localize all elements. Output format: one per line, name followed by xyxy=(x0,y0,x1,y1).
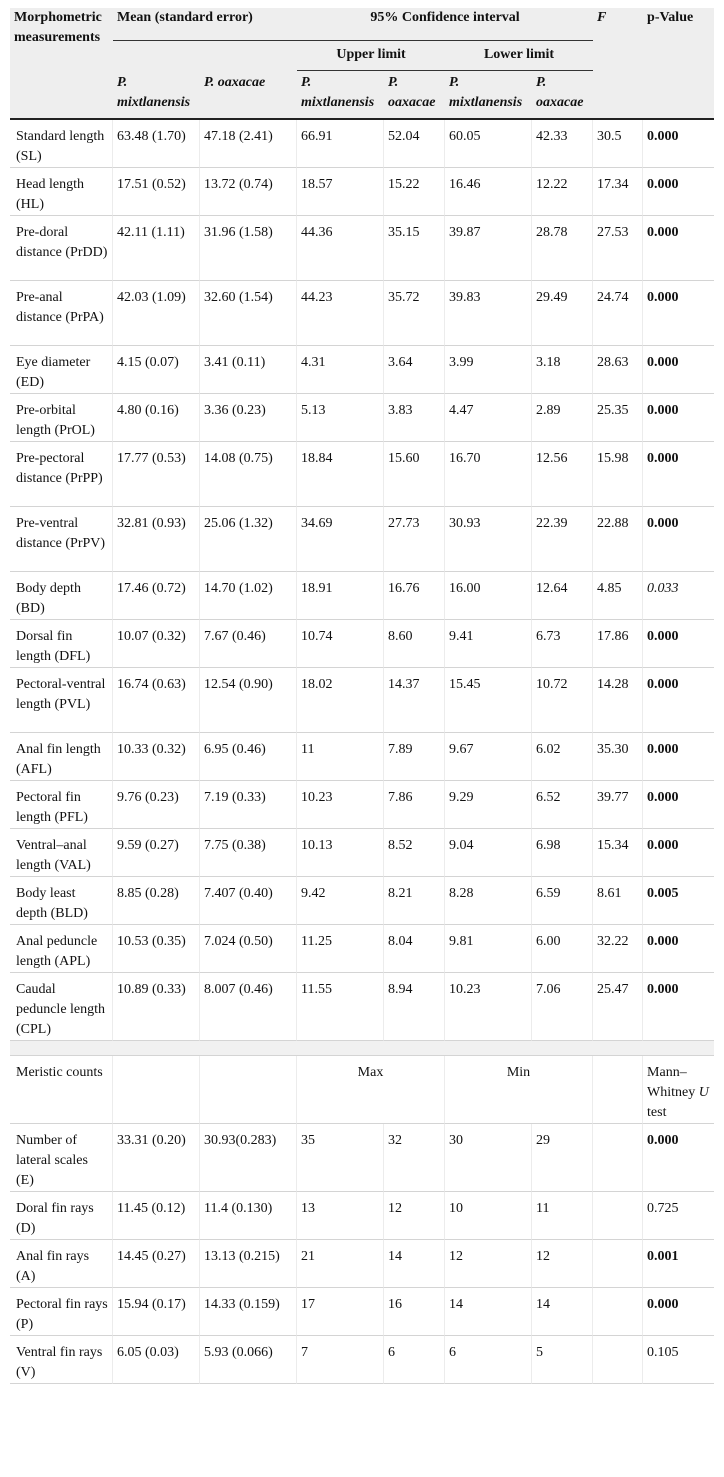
mean-sp1-cell: 14.45 (0.27) xyxy=(113,1240,200,1288)
header-upper-sp2: P. oaxacae xyxy=(384,71,445,120)
mean-sp2-cell: 14.70 (1.02) xyxy=(200,572,297,620)
max-sp2-cell: 6 xyxy=(384,1336,445,1384)
table-row xyxy=(10,394,714,442)
p-value-cell: 0.000 xyxy=(643,973,714,1041)
upper-sp1-cell: 18.02 xyxy=(297,668,384,733)
table-row xyxy=(10,1192,714,1240)
min-sp1-cell: 6 xyxy=(445,1336,532,1384)
mean-sp2-cell: 7.75 (0.38) xyxy=(200,829,297,877)
lower-sp1-cell: 30.93 xyxy=(445,507,532,572)
header-lower-sp1: P. mixtlanensis xyxy=(445,71,532,120)
max-sp1-cell: 7 xyxy=(297,1336,384,1384)
mean-sp1-cell: 33.31 (0.20) xyxy=(113,1124,200,1192)
row-label: Pre-ventral distance (PrPV) xyxy=(10,507,113,572)
upper-sp1-cell: 44.23 xyxy=(297,281,384,346)
header-mean-sp2: P. oaxacae xyxy=(200,71,297,120)
row-label: Pectoral fin rays (P) xyxy=(10,1288,113,1336)
f-cell: 15.98 xyxy=(593,442,643,507)
min-sp2-cell: 12 xyxy=(532,1240,593,1288)
p-value-cell: 0.000 xyxy=(643,216,714,281)
table-row xyxy=(10,1124,714,1192)
mean-sp2-cell: 14.08 (0.75) xyxy=(200,442,297,507)
meristic-header-empty xyxy=(113,1056,200,1124)
upper-sp1-cell: 66.91 xyxy=(297,120,384,168)
row-label: Pre-doral distance (PrDD) xyxy=(10,216,113,281)
meristic-header-label: Meristic counts xyxy=(10,1056,113,1124)
p-value-cell: 0.000 xyxy=(643,925,714,973)
f-cell: 17.86 xyxy=(593,620,643,668)
mean-sp2-cell: 7.19 (0.33) xyxy=(200,781,297,829)
lower-sp2-cell: 29.49 xyxy=(532,281,593,346)
p-value-cell: 0.000 xyxy=(643,442,714,507)
lower-sp1-cell: 9.81 xyxy=(445,925,532,973)
mean-sp2-cell: 13.72 (0.74) xyxy=(200,168,297,216)
lower-sp1-cell: 9.04 xyxy=(445,829,532,877)
table-row xyxy=(10,829,714,877)
lower-sp1-cell: 39.83 xyxy=(445,281,532,346)
upper-sp2-cell: 14.37 xyxy=(384,668,445,733)
lower-sp1-cell: 8.28 xyxy=(445,877,532,925)
p-value-cell: 0.033 xyxy=(643,572,714,620)
upper-sp1-cell: 11.25 xyxy=(297,925,384,973)
mean-sp2-cell: 14.33 (0.159) xyxy=(200,1288,297,1336)
upper-sp2-cell: 35.15 xyxy=(384,216,445,281)
upper-sp1-cell: 18.91 xyxy=(297,572,384,620)
f-cell: 25.47 xyxy=(593,973,643,1041)
lower-sp1-cell: 16.70 xyxy=(445,442,532,507)
row-label: Eye diameter (ED) xyxy=(10,346,113,394)
f-cell: 35.30 xyxy=(593,733,643,781)
f-cell: 32.22 xyxy=(593,925,643,973)
mean-sp1-cell: 8.85 (0.28) xyxy=(113,877,200,925)
upper-sp1-cell: 18.84 xyxy=(297,442,384,507)
lower-sp1-cell: 9.41 xyxy=(445,620,532,668)
min-sp1-cell: 14 xyxy=(445,1288,532,1336)
upper-sp1-cell: 10.74 xyxy=(297,620,384,668)
lower-sp2-cell: 12.64 xyxy=(532,572,593,620)
upper-sp2-cell: 8.60 xyxy=(384,620,445,668)
mean-sp2-cell: 30.93(0.283) xyxy=(200,1124,297,1192)
p-value-cell: 0.000 xyxy=(643,120,714,168)
table-row xyxy=(10,925,714,973)
p-value-cell: 0.000 xyxy=(643,829,714,877)
lower-sp1-cell: 16.46 xyxy=(445,168,532,216)
table-row xyxy=(10,668,714,733)
f-cell: 25.35 xyxy=(593,394,643,442)
table-row xyxy=(10,620,714,668)
header-upper-sp1: P. mixtlanensis xyxy=(297,71,384,120)
row-label: Anal fin rays (A) xyxy=(10,1240,113,1288)
lower-sp2-cell: 12.56 xyxy=(532,442,593,507)
f-cell: 24.74 xyxy=(593,281,643,346)
upper-sp2-cell: 35.72 xyxy=(384,281,445,346)
upper-sp1-cell: 4.31 xyxy=(297,346,384,394)
f-cell: 8.61 xyxy=(593,877,643,925)
p-value-cell: 0.005 xyxy=(643,877,714,925)
header-p-value: p-Value xyxy=(643,8,714,120)
upper-sp2-cell: 27.73 xyxy=(384,507,445,572)
mean-sp2-cell: 47.18 (2.41) xyxy=(200,120,297,168)
row-label: Pectoral fin length (PFL) xyxy=(10,781,113,829)
row-label: Pectoral-ventral length (PVL) xyxy=(10,668,113,733)
mean-sp2-cell: 32.60 (1.54) xyxy=(200,281,297,346)
row-label: Ventral–anal length (VAL) xyxy=(10,829,113,877)
p-value-cell: 0.000 xyxy=(643,733,714,781)
row-label: Standard length (SL) xyxy=(10,120,113,168)
upper-sp2-cell: 8.52 xyxy=(384,829,445,877)
f-empty-cell xyxy=(593,1124,643,1192)
upper-sp1-cell: 11.55 xyxy=(297,973,384,1041)
max-sp2-cell: 14 xyxy=(384,1240,445,1288)
mean-sp1-cell: 17.77 (0.53) xyxy=(113,442,200,507)
p-value-cell: 0.001 xyxy=(643,1240,714,1288)
lower-sp2-cell: 7.06 xyxy=(532,973,593,1041)
min-sp2-cell: 14 xyxy=(532,1288,593,1336)
max-sp1-cell: 13 xyxy=(297,1192,384,1240)
row-label: Pre-pectoral distance (PrPP) xyxy=(10,442,113,507)
table-row xyxy=(10,572,714,620)
mean-sp1-cell: 10.89 (0.33) xyxy=(113,973,200,1041)
row-label: Ventral fin rays (V) xyxy=(10,1336,113,1384)
section-divider-cell xyxy=(10,1041,714,1056)
min-sp2-cell: 29 xyxy=(532,1124,593,1192)
min-sp1-cell: 12 xyxy=(445,1240,532,1288)
mean-sp2-cell: 25.06 (1.32) xyxy=(200,507,297,572)
table-row xyxy=(10,781,714,829)
row-label: Doral fin rays (D) xyxy=(10,1192,113,1240)
min-sp2-cell: 11 xyxy=(532,1192,593,1240)
mean-sp2-cell: 5.93 (0.066) xyxy=(200,1336,297,1384)
mean-sp1-cell: 17.46 (0.72) xyxy=(113,572,200,620)
f-cell: 28.63 xyxy=(593,346,643,394)
lower-sp2-cell: 6.73 xyxy=(532,620,593,668)
p-value-cell: 0.000 xyxy=(643,394,714,442)
lower-sp2-cell: 22.39 xyxy=(532,507,593,572)
f-cell: 39.77 xyxy=(593,781,643,829)
header-f: F xyxy=(593,8,643,120)
upper-sp2-cell: 7.89 xyxy=(384,733,445,781)
header-mean-spacer xyxy=(113,41,297,71)
upper-sp2-cell: 16.76 xyxy=(384,572,445,620)
mean-sp2-cell: 11.4 (0.130) xyxy=(200,1192,297,1240)
lower-sp1-cell: 39.87 xyxy=(445,216,532,281)
header-mean-sp1: P. mixtlanensis xyxy=(113,71,200,120)
f-empty-cell xyxy=(593,1288,643,1336)
mean-sp2-cell: 3.41 (0.11) xyxy=(200,346,297,394)
lower-sp1-cell: 3.99 xyxy=(445,346,532,394)
lower-sp2-cell: 10.72 xyxy=(532,668,593,733)
p-value-cell: 0.000 xyxy=(643,1288,714,1336)
lower-sp2-cell: 6.98 xyxy=(532,829,593,877)
upper-sp2-cell: 7.86 xyxy=(384,781,445,829)
lower-sp2-cell: 6.00 xyxy=(532,925,593,973)
p-value-cell: 0.105 xyxy=(643,1336,714,1384)
lower-sp1-cell: 60.05 xyxy=(445,120,532,168)
lower-sp1-cell: 9.67 xyxy=(445,733,532,781)
row-label: Head length (HL) xyxy=(10,168,113,216)
row-label: Anal peduncle length (APL) xyxy=(10,925,113,973)
table-header xyxy=(10,8,714,120)
mean-sp1-cell: 17.51 (0.52) xyxy=(113,168,200,216)
row-label: Anal fin length (AFL) xyxy=(10,733,113,781)
row-label: Pre-orbital length (PrOL) xyxy=(10,394,113,442)
mean-sp1-cell: 15.94 (0.17) xyxy=(113,1288,200,1336)
f-cell: 17.34 xyxy=(593,168,643,216)
lower-sp2-cell: 3.18 xyxy=(532,346,593,394)
table-row xyxy=(10,1240,714,1288)
upper-sp1-cell: 9.42 xyxy=(297,877,384,925)
lower-sp1-cell: 10.23 xyxy=(445,973,532,1041)
meristic-header-empty xyxy=(200,1056,297,1124)
meristic-header-test: Mann–Whitney U test xyxy=(643,1056,714,1124)
table-row xyxy=(10,877,714,925)
max-sp1-cell: 35 xyxy=(297,1124,384,1192)
f-cell: 15.34 xyxy=(593,829,643,877)
p-value-cell: 0.000 xyxy=(643,1124,714,1192)
upper-sp2-cell: 3.64 xyxy=(384,346,445,394)
mean-sp1-cell: 11.45 (0.12) xyxy=(113,1192,200,1240)
mean-sp1-cell: 10.33 (0.32) xyxy=(113,733,200,781)
mean-sp2-cell: 3.36 (0.23) xyxy=(200,394,297,442)
mean-sp2-cell: 7.024 (0.50) xyxy=(200,925,297,973)
lower-sp1-cell: 15.45 xyxy=(445,668,532,733)
header-confidence-interval: 95% Confidence interval xyxy=(297,8,593,41)
upper-sp1-cell: 18.57 xyxy=(297,168,384,216)
table-row xyxy=(10,168,714,216)
max-sp2-cell: 12 xyxy=(384,1192,445,1240)
f-cell: 4.85 xyxy=(593,572,643,620)
mean-sp2-cell: 7.407 (0.40) xyxy=(200,877,297,925)
lower-sp2-cell: 2.89 xyxy=(532,394,593,442)
mean-sp1-cell: 10.07 (0.32) xyxy=(113,620,200,668)
header-lower-limit: Lower limit xyxy=(445,41,593,71)
mean-sp2-cell: 12.54 (0.90) xyxy=(200,668,297,733)
row-label: Number of lateral scales (E) xyxy=(10,1124,113,1192)
mean-sp2-cell: 31.96 (1.58) xyxy=(200,216,297,281)
header-upper-limit: Upper limit xyxy=(297,41,445,71)
mean-sp1-cell: 32.81 (0.93) xyxy=(113,507,200,572)
f-empty-cell xyxy=(593,1336,643,1384)
table-row xyxy=(10,1288,714,1336)
row-label: Dorsal fin length (DFL) xyxy=(10,620,113,668)
mean-sp1-cell: 10.53 (0.35) xyxy=(113,925,200,973)
upper-sp1-cell: 10.23 xyxy=(297,781,384,829)
mean-sp2-cell: 6.95 (0.46) xyxy=(200,733,297,781)
lower-sp2-cell: 12.22 xyxy=(532,168,593,216)
row-label: Body least depth (BLD) xyxy=(10,877,113,925)
header-measurements: Morphometric measurements xyxy=(10,8,113,120)
mean-sp1-cell: 63.48 (1.70) xyxy=(113,120,200,168)
morphometric-table xyxy=(10,8,714,1384)
f-cell: 30.5 xyxy=(593,120,643,168)
table-row xyxy=(10,1336,714,1384)
f-empty-cell xyxy=(593,1240,643,1288)
upper-sp2-cell: 3.83 xyxy=(384,394,445,442)
upper-sp2-cell: 15.60 xyxy=(384,442,445,507)
upper-sp2-cell: 52.04 xyxy=(384,120,445,168)
mean-sp1-cell: 42.11 (1.11) xyxy=(113,216,200,281)
p-value-cell: 0.000 xyxy=(643,507,714,572)
lower-sp1-cell: 4.47 xyxy=(445,394,532,442)
mean-sp1-cell: 4.80 (0.16) xyxy=(113,394,200,442)
p-value-cell: 0.725 xyxy=(643,1192,714,1240)
p-value-cell: 0.000 xyxy=(643,281,714,346)
table-row xyxy=(10,216,714,281)
max-sp2-cell: 32 xyxy=(384,1124,445,1192)
lower-sp2-cell: 6.59 xyxy=(532,877,593,925)
f-cell: 14.28 xyxy=(593,668,643,733)
header-mean: Mean (standard error) xyxy=(113,8,297,41)
upper-sp2-cell: 8.21 xyxy=(384,877,445,925)
p-value-cell: 0.000 xyxy=(643,781,714,829)
header-lower-sp2: P. oaxacae xyxy=(532,71,593,120)
section-divider xyxy=(10,1041,714,1056)
min-sp2-cell: 5 xyxy=(532,1336,593,1384)
table-row xyxy=(10,507,714,572)
meristic-header-row xyxy=(10,1056,714,1124)
meristic-header-max: Max xyxy=(297,1056,445,1124)
upper-sp2-cell: 15.22 xyxy=(384,168,445,216)
upper-sp2-cell: 8.94 xyxy=(384,973,445,1041)
meristic-header-empty xyxy=(593,1056,643,1124)
p-value-cell: 0.000 xyxy=(643,346,714,394)
mean-sp1-cell: 4.15 (0.07) xyxy=(113,346,200,394)
table-row xyxy=(10,442,714,507)
f-empty-cell xyxy=(593,1192,643,1240)
p-value-cell: 0.000 xyxy=(643,168,714,216)
row-label: Caudal peduncle length (CPL) xyxy=(10,973,113,1041)
mean-sp2-cell: 13.13 (0.215) xyxy=(200,1240,297,1288)
mean-sp2-cell: 8.007 (0.46) xyxy=(200,973,297,1041)
max-sp1-cell: 17 xyxy=(297,1288,384,1336)
upper-sp1-cell: 34.69 xyxy=(297,507,384,572)
lower-sp2-cell: 6.52 xyxy=(532,781,593,829)
upper-sp1-cell: 5.13 xyxy=(297,394,384,442)
mean-sp2-cell: 7.67 (0.46) xyxy=(200,620,297,668)
table-row xyxy=(10,281,714,346)
max-sp1-cell: 21 xyxy=(297,1240,384,1288)
max-sp2-cell: 16 xyxy=(384,1288,445,1336)
lower-sp1-cell: 16.00 xyxy=(445,572,532,620)
lower-sp2-cell: 6.02 xyxy=(532,733,593,781)
table-row xyxy=(10,733,714,781)
table-row xyxy=(10,973,714,1041)
upper-sp1-cell: 44.36 xyxy=(297,216,384,281)
table-row xyxy=(10,346,714,394)
upper-sp1-cell: 11 xyxy=(297,733,384,781)
min-sp1-cell: 30 xyxy=(445,1124,532,1192)
mean-sp1-cell: 6.05 (0.03) xyxy=(113,1336,200,1384)
lower-sp2-cell: 28.78 xyxy=(532,216,593,281)
table-row xyxy=(10,120,714,168)
mean-sp1-cell: 16.74 (0.63) xyxy=(113,668,200,733)
mean-sp1-cell: 42.03 (1.09) xyxy=(113,281,200,346)
min-sp1-cell: 10 xyxy=(445,1192,532,1240)
table-body xyxy=(10,120,714,1384)
row-label: Body depth (BD) xyxy=(10,572,113,620)
upper-sp2-cell: 8.04 xyxy=(384,925,445,973)
p-value-cell: 0.000 xyxy=(643,668,714,733)
row-label: Pre-anal distance (PrPA) xyxy=(10,281,113,346)
lower-sp1-cell: 9.29 xyxy=(445,781,532,829)
f-cell: 27.53 xyxy=(593,216,643,281)
p-value-cell: 0.000 xyxy=(643,620,714,668)
meristic-header-min: Min xyxy=(445,1056,593,1124)
mean-sp1-cell: 9.59 (0.27) xyxy=(113,829,200,877)
lower-sp2-cell: 42.33 xyxy=(532,120,593,168)
upper-sp1-cell: 10.13 xyxy=(297,829,384,877)
mean-sp1-cell: 9.76 (0.23) xyxy=(113,781,200,829)
f-cell: 22.88 xyxy=(593,507,643,572)
